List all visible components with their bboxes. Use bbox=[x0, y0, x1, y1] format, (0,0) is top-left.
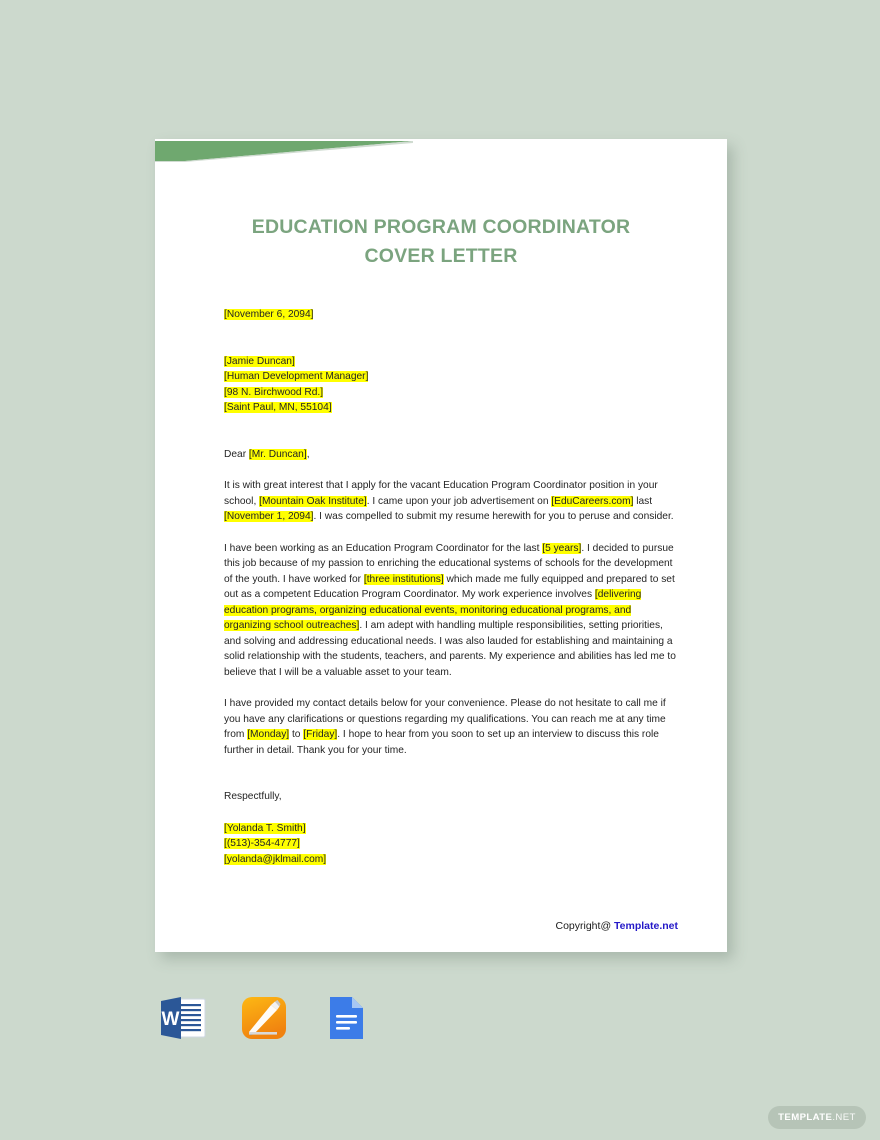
p3-highlight-day-end: [Friday] bbox=[303, 729, 338, 740]
salutation-name: [Mr. Duncan] bbox=[248, 448, 307, 460]
salutation-suffix: , bbox=[306, 448, 310, 460]
p3-highlight-day-start: [Monday] bbox=[247, 729, 290, 740]
page-title bbox=[155, 213, 727, 272]
p2-segment-4: . I am adept with handling multiple responsibilities, setting priorities, and solving and addressing educational needs. I was also lauded for establishing and maintaining a solid relationship with the students, teachers, and parents. My experience and abilities has led me to believe that I will be a valuable asset to your team. bbox=[224, 620, 676, 678]
p2-highlight-years: [5 years] bbox=[542, 542, 582, 554]
p3-segment-2: to bbox=[289, 729, 304, 740]
recipient-address-block bbox=[224, 354, 680, 416]
salutation bbox=[224, 447, 680, 463]
p3-segment-3: . I hope to hear from you soon to set up an interview to discuss this role further in detail. Thank you for your time. bbox=[224, 729, 659, 756]
salutation-prefix: Dear bbox=[224, 448, 249, 460]
sender-phone: [(513)-354-4777] bbox=[224, 838, 300, 849]
spacer-after-p2 bbox=[224, 680, 680, 696]
p1-segment-3: last bbox=[633, 495, 653, 507]
p2-highlight-duties: [delivering education programs, organizing educational events, monitoring educational programs, and organizing school outreaches] bbox=[224, 589, 642, 631]
p1-segment-2: . I came upon your job advertisement on bbox=[366, 495, 552, 507]
page-title-line-1: EDUCATION PROGRAM COORDINATOR bbox=[251, 216, 631, 238]
letter-date bbox=[224, 307, 680, 323]
letter-date-value: [November 6, 2094] bbox=[224, 309, 314, 320]
recipient-job-title: [Human Development Manager] bbox=[224, 371, 369, 382]
spacer-after-p1 bbox=[224, 525, 680, 541]
svg-text:W: W bbox=[161, 1009, 180, 1030]
signature-block bbox=[224, 821, 680, 868]
closing-salutation: Respectfully, bbox=[224, 791, 282, 802]
spacer-after-salutation bbox=[224, 462, 680, 478]
watermark-text-bold: TEMPLATE bbox=[778, 1112, 833, 1123]
apple-pages-icon[interactable] bbox=[238, 992, 290, 1044]
ms-word-icon[interactable] bbox=[157, 992, 209, 1044]
green-wedge-decoration bbox=[155, 139, 727, 169]
template-net-watermark-badge bbox=[768, 1106, 866, 1129]
document-page bbox=[155, 139, 727, 952]
page-title-line-2: COVER LETTER bbox=[364, 245, 518, 268]
p1-highlight-school: [Mountain Oak Institute] bbox=[259, 495, 367, 507]
template-net-link[interactable]: Template.net bbox=[614, 920, 678, 932]
p1-highlight-date: [November 1, 2094] bbox=[224, 511, 314, 522]
sender-email: [yolanda@jklmail.com] bbox=[224, 853, 327, 865]
file-format-icon-row bbox=[157, 992, 371, 1044]
spacer-after-p3 bbox=[224, 758, 680, 789]
google-docs-icon[interactable] bbox=[319, 992, 371, 1044]
sender-name: [Yolanda T. Smith] bbox=[224, 822, 306, 834]
recipient-city-state-zip: [Saint Paul, MN, 55104] bbox=[224, 402, 332, 413]
copyright-footer bbox=[556, 920, 679, 932]
spacer-after-address bbox=[224, 416, 680, 447]
letter-body bbox=[224, 307, 680, 867]
recipient-name: [Jamie Duncan] bbox=[224, 355, 295, 367]
p1-highlight-jobsite: [EduCareers.com] bbox=[551, 495, 634, 507]
recipient-street: [98 N. Birchwood Rd.] bbox=[224, 386, 324, 398]
p2-segment-2: . I decided to pursue this job because of my passion to enriching the educational systems of schools for the development of the youth. I have worked for bbox=[224, 542, 674, 585]
p2-segment-1: I have been working as an Education Program Coordinator for the last bbox=[224, 542, 543, 554]
watermark-text-light: .NET bbox=[832, 1112, 856, 1123]
p2-segment-3: which made me fully equipped and prepared to set out as a competent Education Program Coordinator. My work experience involves bbox=[224, 573, 675, 600]
p2-highlight-institutions: [three institutions] bbox=[363, 573, 444, 585]
body-paragraph-3 bbox=[224, 696, 680, 758]
p3-segment-1: I have provided my contact details below for your convenience. Please do not hesitate to call me if you have any clarifications or questions regarding my qualifications. You can reach me at any time from bbox=[224, 698, 666, 740]
body-paragraph-2 bbox=[224, 541, 680, 681]
p1-segment-1: It is with great interest that I apply for the vacant Education Program Coordinator position in your school, bbox=[224, 480, 658, 507]
body-paragraph-1 bbox=[224, 478, 680, 525]
spacer-after-closing bbox=[224, 805, 680, 821]
spacer-after-date bbox=[224, 323, 680, 354]
p1-segment-4: . I was compelled to submit my resume herewith for you to peruse and consider. bbox=[313, 511, 674, 522]
copyright-prefix: Copyright@ bbox=[555, 920, 615, 932]
